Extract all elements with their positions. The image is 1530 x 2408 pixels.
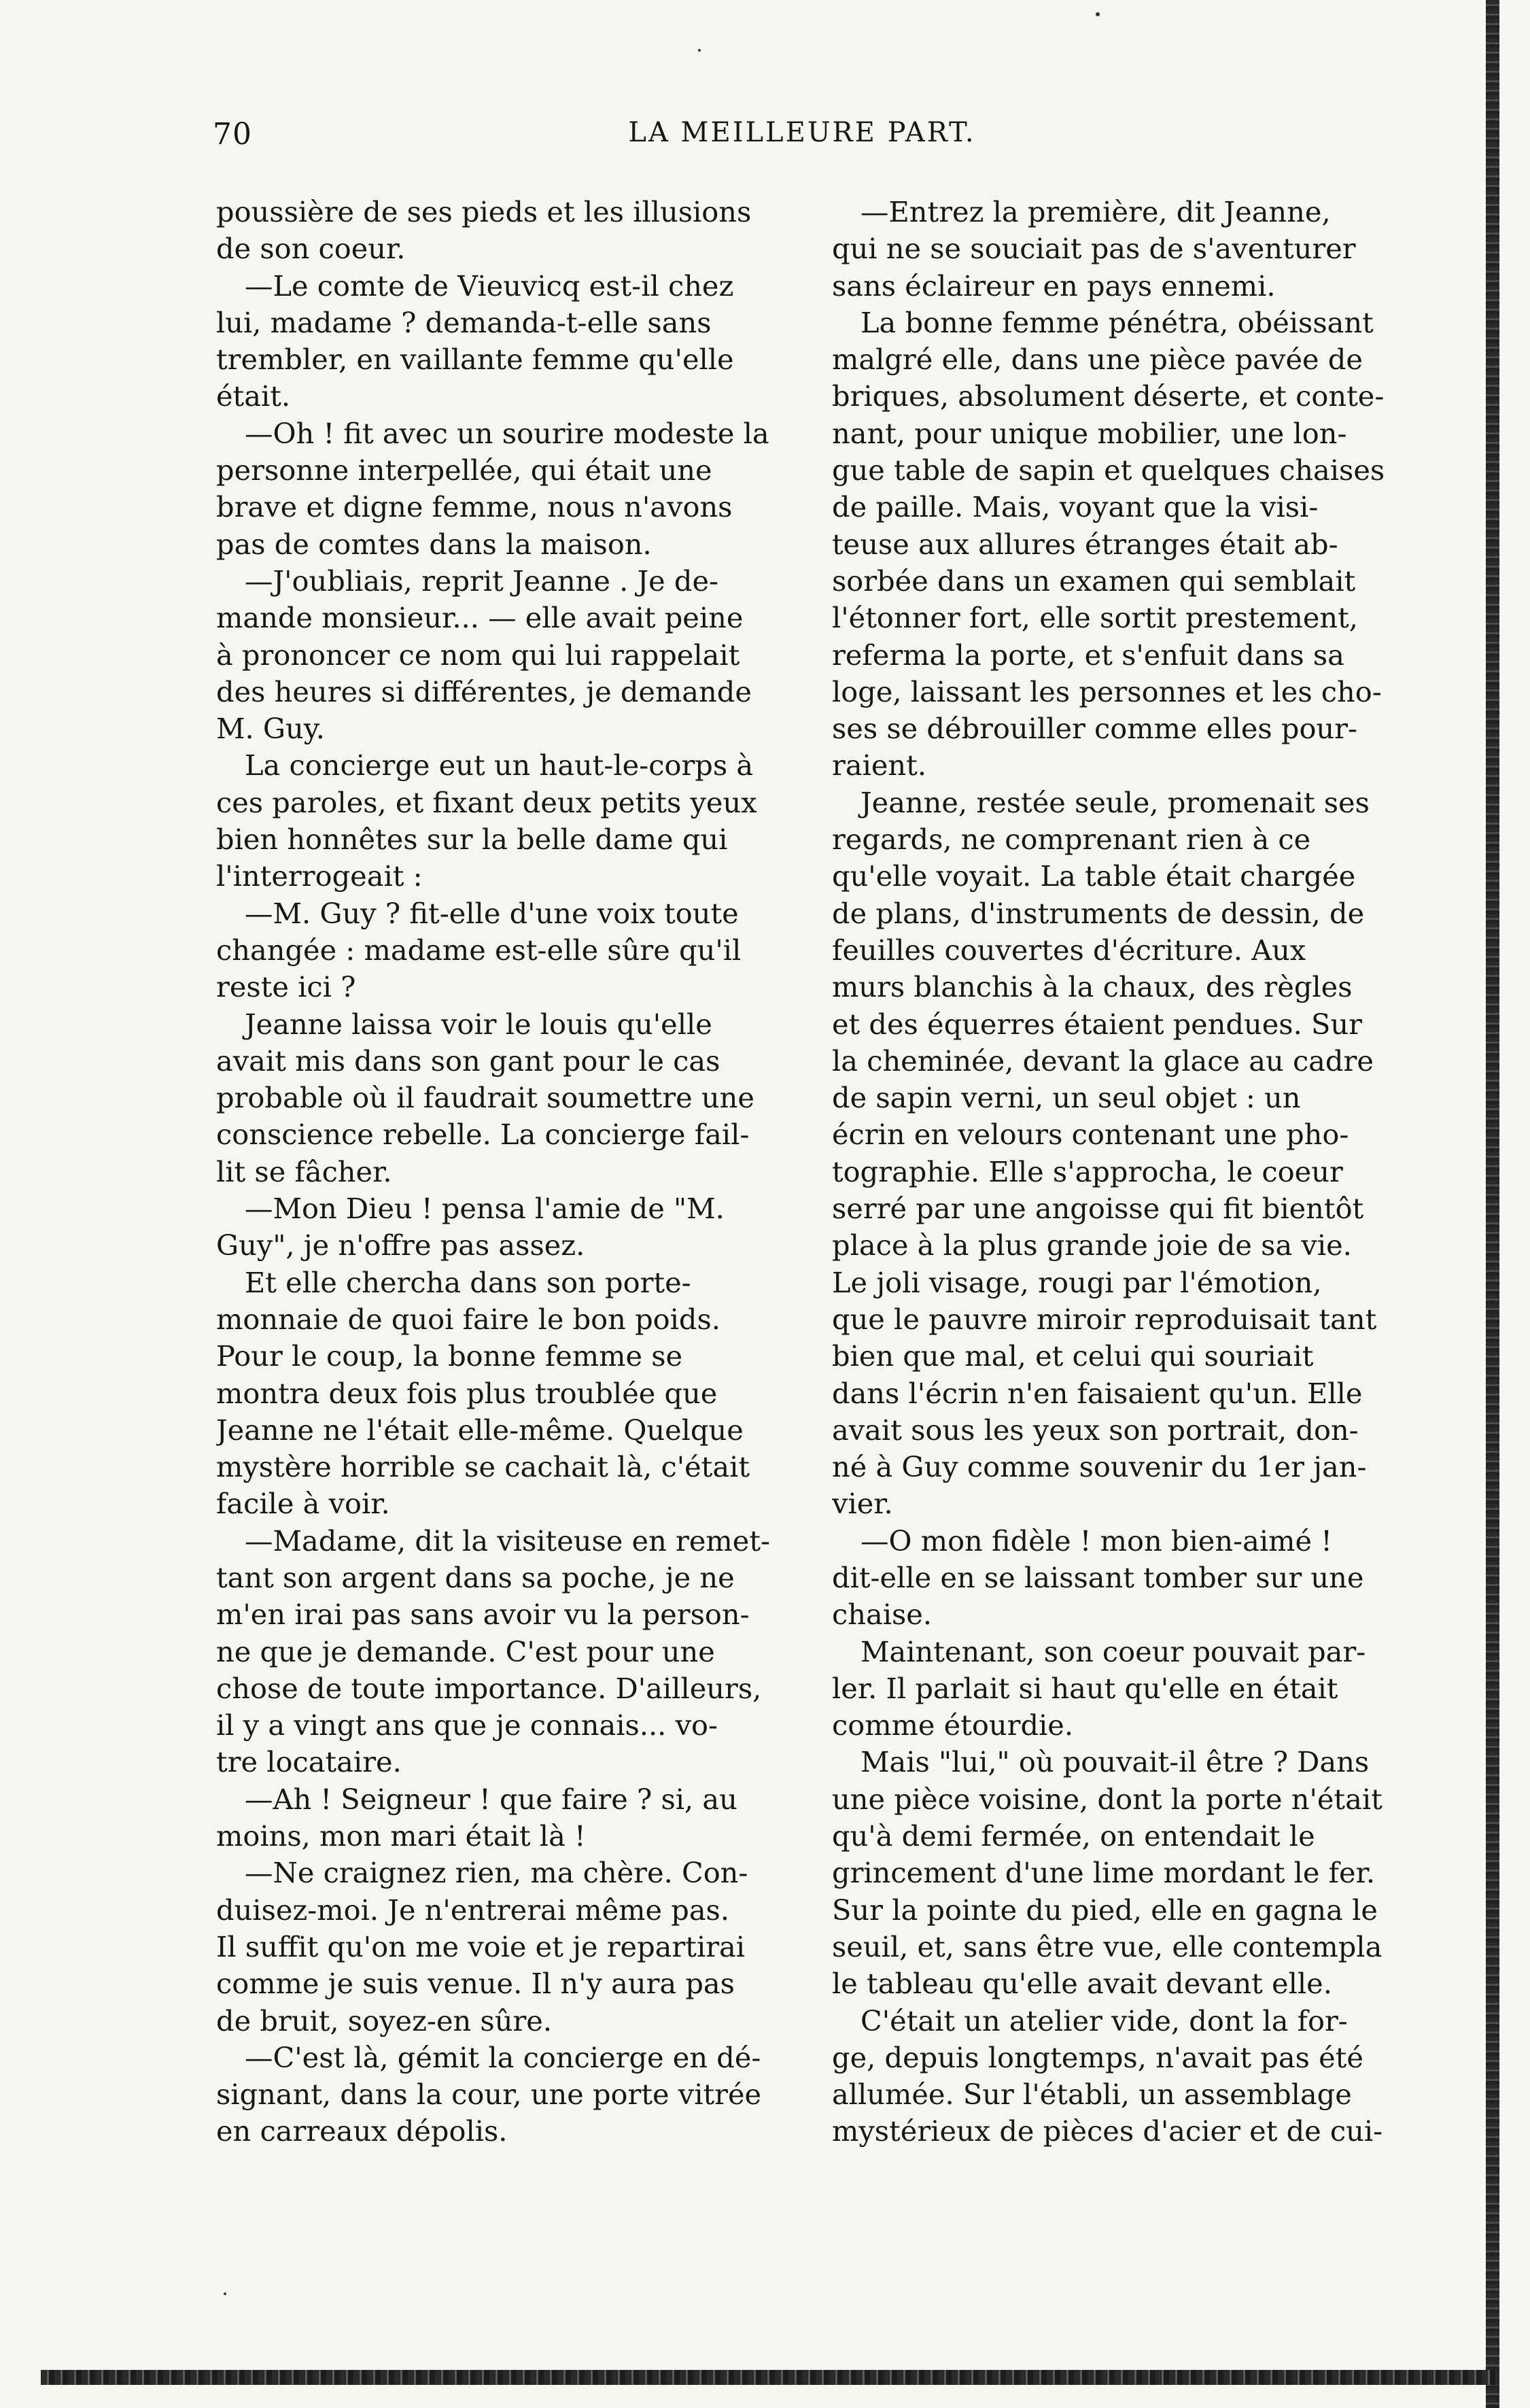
text-line: ler. Il parlait si haut qu'elle en était xyxy=(832,1671,1338,1705)
text-line: tre locataire. xyxy=(216,1745,402,1779)
text-line: feuilles couvertes d'écriture. Aux xyxy=(832,933,1306,967)
text-line: chose de toute importance. D'ailleurs, xyxy=(216,1671,762,1705)
text-line: facile à voir. xyxy=(216,1487,390,1521)
text-line: —Le comte de Vieuvicq est-il chez xyxy=(245,269,734,303)
text-line: La bonne femme pénétra, obéissant xyxy=(860,305,1374,339)
text-line: chaise. xyxy=(832,1598,933,1632)
text-line: il y a vingt ans que je connais... vo- xyxy=(216,1708,718,1742)
text-line: l'interrogeait : xyxy=(216,859,423,893)
text-line: était. xyxy=(216,379,291,413)
text-line: Sur la pointe du pied, elle en gagna le xyxy=(832,1893,1378,1927)
text-line: —Oh ! fit avec un sourire modeste la xyxy=(245,416,769,450)
text-line: comme je suis venue. Il n'y aura pas xyxy=(216,1967,735,2001)
text-line: dit-elle en se laissant tomber sur une xyxy=(832,1560,1364,1594)
text-line: —Mon Dieu ! pensa l'amie de "M. xyxy=(245,1192,725,1226)
text-line: —O mon fidèle ! mon bien-aimé ! xyxy=(860,1524,1332,1558)
text-line: tant son argent dans sa poche, je ne xyxy=(216,1560,735,1594)
text-line: m'en irai pas sans avoir vu la person- xyxy=(216,1598,750,1632)
text-line: reste ici ? xyxy=(216,970,356,1004)
text-line: loge, laissant les personnes et les cho- xyxy=(832,674,1382,708)
text-line: né à Guy comme souvenir du 1er jan- xyxy=(832,1450,1367,1484)
text-line: brave et digne femme, nous n'avons xyxy=(216,490,733,524)
text-line: vier. xyxy=(832,1487,893,1521)
text-line: briques, absolument déserte, et conte- xyxy=(832,379,1385,413)
text-line: Guy", je n'offre pas assez. xyxy=(216,1228,585,1262)
text-line: Jeanne laissa voir le louis qu'elle xyxy=(245,1007,712,1041)
text-line: poussière de ses pieds et les illusions xyxy=(216,195,752,228)
page-bottom-edge xyxy=(41,2370,1499,2385)
text-line: tographie. Elle s'approcha, le coeur xyxy=(832,1154,1343,1188)
text-line: Il suffit qu'on me voie et je repartirai xyxy=(216,1929,746,1963)
text-line: qui ne se souciait pas de s'aventurer xyxy=(832,232,1356,266)
text-line: regards, ne comprenant rien à ce xyxy=(832,823,1311,857)
text-line: de son coeur. xyxy=(216,232,406,266)
text-line: C'était un atelier vide, dont la for- xyxy=(860,2003,1348,2037)
text-line: murs blanchis à la chaux, des règles xyxy=(832,970,1353,1004)
text-line: probable où il faudrait soumettre une xyxy=(216,1081,754,1115)
text-line: lui, madame ? demanda-t-elle sans xyxy=(216,305,712,339)
page-right-edge xyxy=(1486,0,1499,2408)
text-line: Pour le coup, la bonne femme se xyxy=(216,1339,683,1373)
text-line: de sapin verni, un seul objet : un xyxy=(832,1081,1301,1115)
text-line: grincement d'une lime mordant le fer. xyxy=(832,1856,1376,1890)
text-line: écrin en velours contenant une pho- xyxy=(832,1118,1349,1152)
text-line: montra deux fois plus troublée que xyxy=(216,1376,718,1410)
text-line: Et elle chercha dans son porte- xyxy=(245,1265,691,1299)
text-line: qu'elle voyait. La table était chargée xyxy=(832,859,1356,893)
text-line: qu'à demi fermée, on entendait le xyxy=(832,1819,1315,1853)
text-line: des heures si différentes, je demande xyxy=(216,674,752,708)
text-line: moins, mon mari était là ! xyxy=(216,1819,586,1853)
text-line: trembler, en vaillante femme qu'elle xyxy=(216,343,734,377)
page-number: 70 xyxy=(213,117,252,152)
left-column xyxy=(216,194,787,2150)
text-line: serré par une angoisse qui fit bientôt xyxy=(832,1192,1364,1226)
text-line: conscience rebelle. La concierge fail- xyxy=(216,1118,750,1152)
text-line: —C'est là, gémit la concierge en dé- xyxy=(245,2040,761,2074)
text-line: l'étonner fort, elle sortit prestement, xyxy=(832,601,1358,635)
text-line: La concierge eut un haut-le-corps à xyxy=(245,749,754,782)
text-line: personne interpellée, qui était une xyxy=(216,453,712,487)
text-line: bien que mal, et celui qui souriait xyxy=(832,1339,1314,1373)
text-line: Jeanne, restée seule, promenait ses xyxy=(860,785,1370,819)
text-line: Jeanne ne l'était elle-même. Quelque xyxy=(216,1413,744,1447)
text-line: place à la plus grande joie de sa vie. xyxy=(832,1228,1352,1262)
text-line: de plans, d'instruments de dessin, de xyxy=(832,896,1365,930)
text-line: —M. Guy ? fit-elle d'une voix toute xyxy=(245,896,739,930)
text-line: duisez-moi. Je n'entrerai même pas. xyxy=(216,1893,730,1927)
text-line: bien honnêtes sur la belle dame qui xyxy=(216,823,728,857)
text-line: raient. xyxy=(832,749,927,782)
text-line: en carreaux dépolis. xyxy=(216,2114,508,2148)
text-line: de bruit, soyez-en sûre. xyxy=(216,2003,553,2037)
text-line: lit se fâcher. xyxy=(216,1154,392,1188)
text-line: monnaie de quoi faire le bon poids. xyxy=(216,1302,720,1336)
text-line: et des équerres étaient pendues. Sur xyxy=(832,1007,1362,1041)
ink-speck xyxy=(698,49,701,52)
text-line: ge, depuis longtemps, n'avait pas été xyxy=(832,2040,1363,2074)
text-line: M. Guy. xyxy=(216,712,325,746)
text-line: pas de comtes dans la maison. xyxy=(216,527,652,561)
text-line: —Entrez la première, dit Jeanne, xyxy=(860,195,1331,228)
text-line: Le joli visage, rougi par l'émotion, xyxy=(832,1265,1322,1299)
text-line: le tableau qu'elle avait devant elle. xyxy=(832,1967,1332,2001)
text-line: une pièce voisine, dont la porte n'était xyxy=(832,1782,1383,1816)
text-line: à prononcer ce nom qui lui rappelait xyxy=(216,638,740,672)
running-title: LA MEILLEURE PART. xyxy=(628,117,976,148)
text-line: que le pauvre miroir reproduisait tant xyxy=(832,1302,1377,1336)
text-line: la cheminée, devant la glace au cadre xyxy=(832,1044,1374,1078)
text-line: mystère horrible se cachait là, c'était xyxy=(216,1450,750,1484)
text-line: seuil, et, sans être vue, elle contempla xyxy=(832,1929,1383,1963)
ink-speck xyxy=(1096,12,1100,16)
text-line: ces paroles, et fixant deux petits yeux xyxy=(216,785,757,819)
text-line: avait sous les yeux son portrait, don- xyxy=(832,1413,1359,1447)
text-line: Mais "lui," où pouvait-il être ? Dans xyxy=(860,1745,1370,1779)
text-line: teuse aux allures étranges était ab- xyxy=(832,527,1338,561)
text-line: —J'oubliais, reprit Jeanne . Je de- xyxy=(245,564,719,598)
text-line: gue table de sapin et quelques chaises xyxy=(832,453,1385,487)
text-line: allumée. Sur l'établi, un assemblage xyxy=(832,2078,1352,2112)
text-line: —Ah ! Seigneur ! que faire ? si, au xyxy=(245,1782,737,1816)
text-line: sans éclaireur en pays ennemi. xyxy=(832,269,1276,303)
ink-speck xyxy=(224,2292,226,2295)
text-line: avait mis dans son gant pour le cas xyxy=(216,1044,720,1078)
text-line: sorbée dans un examen qui semblait xyxy=(832,564,1356,598)
text-line: comme étourdie. xyxy=(832,1708,1074,1742)
text-line: mande monsieur... — elle avait peine xyxy=(216,601,744,635)
text-line: ses se débrouiller comme elles pour- xyxy=(832,712,1358,746)
text-line: de paille. Mais, voyant que la visi- xyxy=(832,490,1319,524)
text-line: referma la porte, et s'enfuit dans sa xyxy=(832,638,1344,672)
text-line: —Madame, dit la visiteuse en remet- xyxy=(245,1524,771,1558)
text-line: signant, dans la cour, une porte vitrée xyxy=(216,2078,762,2112)
text-line: Maintenant, son coeur pouvait par- xyxy=(860,1634,1366,1668)
text-line: ne que je demande. C'est pour une xyxy=(216,1634,715,1668)
text-line: malgré elle, dans une pièce pavée de xyxy=(832,343,1363,377)
text-line: dans l'écrin n'en faisaient qu'un. Elle xyxy=(832,1376,1363,1410)
text-line: —Ne craignez rien, ma chère. Con- xyxy=(245,1856,748,1890)
text-line: changée : madame est-elle sûre qu'il xyxy=(216,933,742,967)
text-line: nant, pour unique mobilier, une lon- xyxy=(832,416,1347,450)
text-line: mystérieux de pièces d'acier et de cui- xyxy=(832,2114,1383,2148)
right-column xyxy=(832,194,1416,2150)
